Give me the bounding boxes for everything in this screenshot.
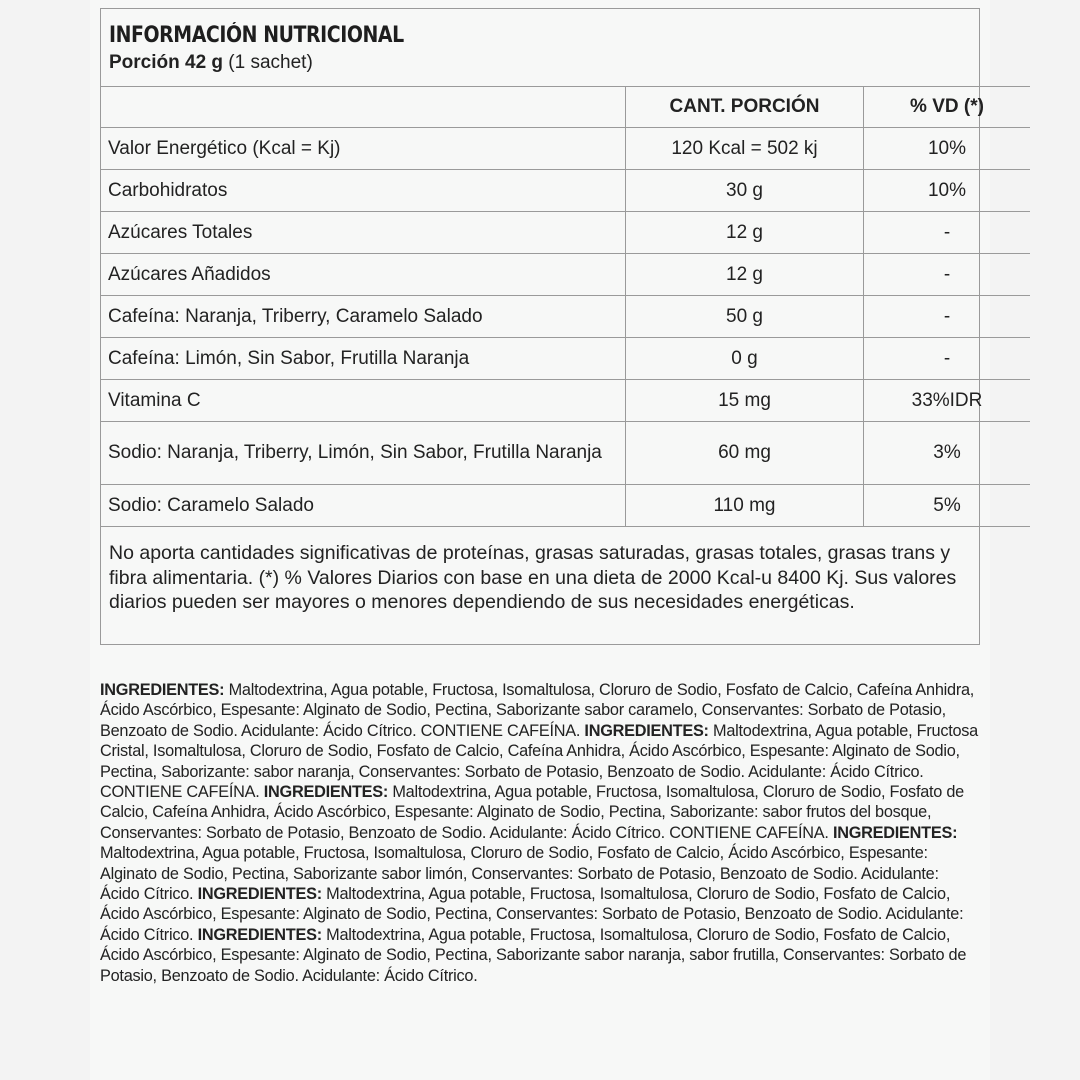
portion-size [109, 52, 452, 74]
table-row [100, 338, 1030, 380]
nutrient-amount: 15 mg [626, 380, 864, 422]
nutrient-name: Azúcares Añadidos [100, 254, 626, 296]
column-header-nutrient [100, 87, 626, 128]
ingredients-block: Maltodextrina, Agua potable, Fructosa, Isomaltulosa, Cloruro de Sodio, Fosfato de Calcio, Ácido Ascórbico, Espesante: Alginato de Sodio, Pectina, Conservantes: Sorbato de Potasio, Benzoato de Sodio. Acidulante: Ácido Cítrico. [100, 885, 964, 944]
nutrient-vd: 5% [864, 485, 1031, 527]
ingredients-label: INGREDIENTES: [197, 885, 322, 904]
nutrient-name: Cafeína: Limón, Sin Sabor, Frutilla Naranja [100, 338, 626, 380]
ingredients-label: INGREDIENTES: [100, 681, 225, 699]
ingredients-label: INGREDIENTES: [832, 823, 958, 842]
nutrient-vd: 3% [864, 422, 1031, 485]
nutrient-name: Sodio: Caramelo Salado [100, 485, 626, 527]
ingredients-label: INGREDIENTES: [263, 783, 389, 802]
table-row [100, 128, 1030, 170]
portion-detail: (1 sachet) [223, 52, 313, 73]
nutrient-amount: 50 g [626, 296, 864, 338]
nutrition-header [109, 23, 452, 74]
nutrient-amount: 12 g [626, 254, 864, 296]
ingredients-block: Maltodextrina, Agua potable, Fructosa, Isomaltulosa, Cloruro de Sodio, Fosfato de Calcio, Cafeína Anhidra, Ácido Ascórbico, Espesante: Alginato de Sodio, Pectina, Saborizante: sabor frutos del bosque, Conservantes: Sorbato de Potasio, Benzoato de Sodio. Acidulante: Ácido Cítrico. CONTIENE CAFEÍNA. [100, 783, 964, 842]
nutrition-facts-panel [100, 8, 984, 645]
nutrient-vd: 10% [864, 128, 1031, 170]
ingredients-block: Maltodextrina, Agua potable, Fructosa, Isomaltulosa, Cloruro de Sodio, Fosfato de Calcio, Ácido Ascórbico, Espesante: Alginato de Sodio, Pectina, Saborizante sabor naranja, sabor frutilla, Conservantes: Sorbato de Potasio, Benzoato de Sodio. Acidulante: Ácido Cítrico. [100, 925, 967, 985]
table-row [100, 380, 1030, 422]
nutrient-name: Sodio: Naranja, Triberry, Limón, Sin Sabor, Frutilla Naranja [100, 422, 626, 485]
nutrition-footnote: No aporta cantidades significativas de proteínas, grasas saturadas, grasas totales, grasas trans y fibra alimentaria. (*) % Valores Diarios con base en una dieta de 2000 Kcal-u 8400 Kj. Sus valores diarios pueden ser mayores o menores dependiendo de sus necesidades energéticas. [109, 542, 957, 613]
ingredients-label: INGREDIENTES: [584, 721, 709, 740]
portion-label: Porción 42 g [109, 52, 224, 73]
nutrient-vd: - [864, 254, 1031, 296]
ingredients-block: Maltodextrina, Agua potable, Fructosa, Isomaltulosa, Cloruro de Sodio, Fosfato de Calcio, Cafeína Anhidra, Ácido Ascórbico, Espesante: Alginato de Sodio, Pectina, Saborizante sabor caramelo, Conservantes: Sorbato de Potasio, Benzoato de Sodio. Acidulante: Ácido Cítrico. CONTIENE CAFEÍNA. [100, 681, 975, 740]
ingredients-label: INGREDIENTES: [197, 925, 322, 944]
column-header-amount: CANT. PORCIÓN [626, 87, 864, 128]
nutrient-vd: - [864, 212, 1031, 254]
nutrient-vd: 10% [864, 170, 1031, 212]
nutrient-name: Valor Energético (Kcal = Kj) [100, 128, 626, 170]
nutrient-amount: 110 mg [626, 485, 864, 527]
nutrient-name: Vitamina C [100, 380, 626, 422]
table-row [100, 422, 1030, 485]
table-row [100, 212, 1030, 254]
nutrient-amount: 0 g [626, 338, 864, 380]
table-row [100, 296, 1030, 338]
nutrient-name: Azúcares Totales [100, 212, 626, 254]
nutrient-amount: 12 g [626, 212, 864, 254]
nutrient-name: Cafeína: Naranja, Triberry, Caramelo Salado [100, 296, 626, 338]
ingredients-block: Maltodextrina, Agua potable, Fructosa Cristal, Isomaltulosa, Cloruro de Sodio, Fosfato de Calcio, Cafeína Anhidra, Ácido Ascórbico, Espesante: Alginato de Sodio, Pectina, Saborizante: sabor naranja, Conservantes: Sorbato de Potasio, Benzoato de Sodio. Acidulante: Ácido Cítrico. CONTIENE CAFEÍNA. [100, 721, 978, 802]
nutrient-amount: 30 g [626, 170, 864, 212]
nutrient-amount: 60 mg [626, 422, 864, 485]
nutrition-title: INFORMACIÓN NUTRICIONAL [109, 23, 404, 48]
nutrient-vd: 33%IDR [864, 380, 1031, 422]
nutrient-vd: - [864, 338, 1031, 380]
nutrition-table [100, 86, 1030, 527]
table-row [100, 485, 1030, 527]
ingredients-block: Maltodextrina, Agua potable, Fructosa, Isomaltulosa, Cloruro de Sodio, Fosfato de Calcio, Ácido Ascórbico, Espesante: Alginato de Sodio, Pectina, Saborizante sabor limón, Conservantes: Sorbato de Potasio, Benzoato de Sodio. Acidulante: Ácido Cítrico. [100, 844, 939, 904]
table-header-row [100, 87, 1030, 128]
table-row [100, 254, 1030, 296]
column-header-vd: % VD (*) [864, 87, 1031, 128]
nutrient-vd: - [864, 296, 1031, 338]
nutrient-name: Carbohidratos [100, 170, 626, 212]
nutrient-amount: 120 Kcal = 502 kj [626, 128, 864, 170]
ingredients-text [100, 680, 982, 986]
table-row [100, 170, 1030, 212]
